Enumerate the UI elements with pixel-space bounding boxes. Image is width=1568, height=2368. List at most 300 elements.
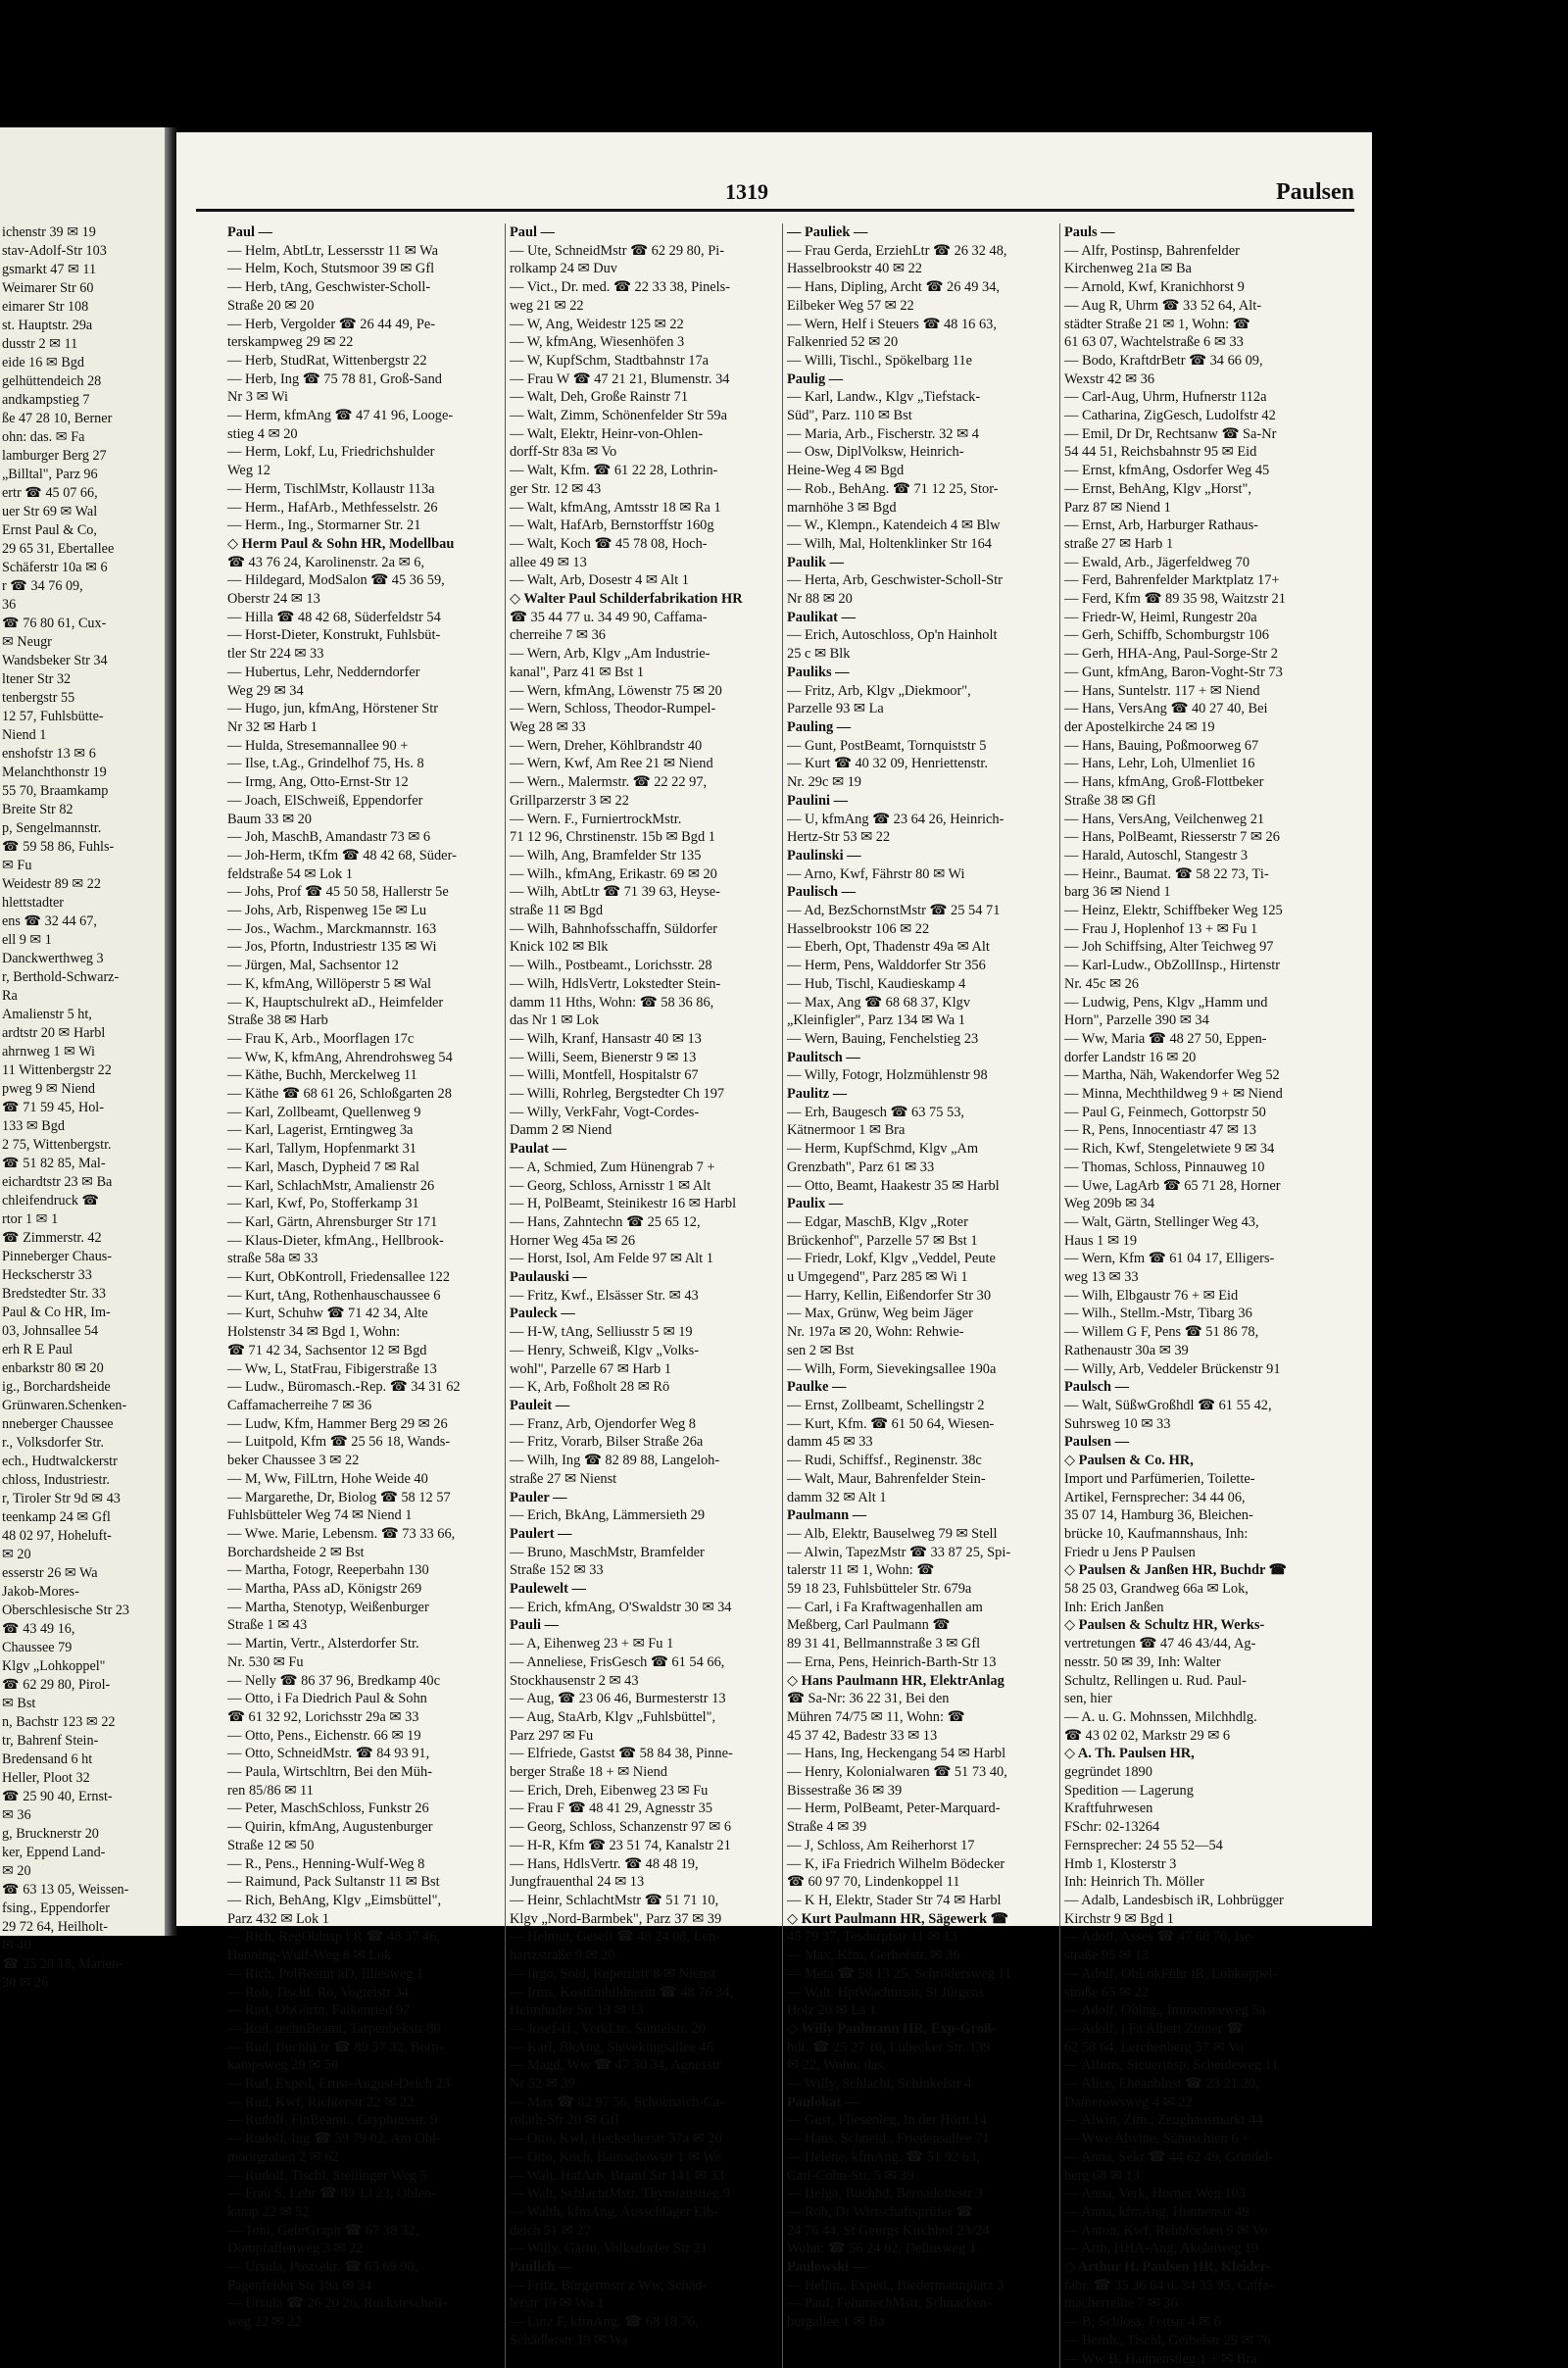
directory-entry-line: Wohn: ☎ 56 24 02, Deliusweg 1 (787, 2241, 977, 2257)
directory-entry-line: Brückenhof", Parzelle 57 ✉ Bst 1 (787, 1232, 978, 1249)
directory-entry-line: — Horst, Isol, Am Felde 97 ✉ Alt 1 (510, 1251, 713, 1267)
left-page-fragment-line: Oberschlesische Str 23 (2, 1603, 130, 1618)
directory-entry-line: — Wern., Malermstr. ☎ 22 22 97, (510, 774, 708, 791)
surname-heading: Pauleit — (510, 1398, 570, 1413)
directory-entry-line: allee 49 ✉ 13 (510, 554, 587, 570)
directory-entry-line: — Adolf, ObLokFühr iR, Lohkoppel- (1064, 1965, 1278, 1982)
directory-entry-line: gegründet 1890 (1064, 1764, 1152, 1781)
directory-entry-line: — Walt, Gärtn, Stellinger Weg 43, (1064, 1213, 1259, 1230)
directory-entry-line: — Emil, Dr Dr, Rechtsanw ☎ Sa-Nr (1064, 425, 1277, 442)
directory-entry-line: — Walt, SüßwGroßhdl ☎ 61 55 42, (1064, 1398, 1272, 1413)
directory-entry-line: ◇ A. Th. Paulsen HR, (1064, 1746, 1195, 1762)
directory-entry-line: — Gerh, HHA-Ang, Paul-Sorge-Str 2 (1064, 646, 1278, 663)
left-page-fragment-line: ✉ 20 (2, 1547, 31, 1562)
left-page-fragment-line: andkampstieg 7 (2, 392, 90, 408)
directory-entry-line: — Nelly ☎ 86 37 96, Bredkamp 40c (227, 1672, 440, 1689)
left-page-fragment-line: eimarer Str 108 (2, 299, 89, 315)
directory-entry-line: — Rich, BehAng, Klgv „Eimsbüttel", (227, 1892, 442, 1908)
directory-entry-line: — Ernst, Arb, Harburger Rathaus- (1064, 518, 1258, 534)
left-page-fragment-line: Klgv „Lohkoppel" (2, 1658, 106, 1674)
left-page-fragment-line: r, Berthold-Schwarz- (2, 969, 120, 985)
directory-entry-line: Straße 38 ✉ Gfl (1064, 792, 1156, 809)
directory-entry-line: — Maria, Arb., Fischerstr. 32 ✉ 4 (787, 425, 979, 442)
directory-entry-line: Baum 33 ✉ 20 (227, 811, 313, 827)
directory-entry-line: — Hans, Ing, Heckengang 54 ✉ Harbl (787, 1746, 1006, 1762)
left-page-fragment-line: ☎ 63 13 05, Weissen- (2, 1882, 129, 1898)
directory-entry-line: ☎ 60 97 70, Lindenkoppel 11 (787, 1874, 960, 1891)
directory-entry-line: Nr 52 ✉ 39 (510, 2076, 575, 2093)
directory-entry-line: Kirchenweg 21a ✉ Ba (1064, 261, 1192, 277)
directory-entry-line: — Wilh, Form, Sievekingsallee 190a (787, 1360, 997, 1377)
left-page-fragment-line: ✉ Fu (2, 858, 32, 873)
directory-entry-line: — Max, Kfm, Gerhofstr. ✉ 36 (787, 1948, 960, 1964)
directory-entry-line: talerstr 11 ✉ 1, Wohn: ☎ (787, 1562, 935, 1579)
directory-entry-line: — Hans, Schneid., Friedensallee 71 (787, 2131, 990, 2147)
directory-entry-line: ✉ 22, Wohn: das. (787, 2057, 887, 2074)
directory-entry-line: — Wern, Kwf, Am Ree 21 ✉ Niend (510, 756, 713, 772)
directory-entry-line: — Paul, FeinmechMstr, Schnacken- (787, 2295, 992, 2312)
directory-entry-line: — Wern, Bauing, Fenchelstieg 23 (787, 1030, 979, 1047)
surname-heading: Paulinski — (787, 847, 861, 863)
directory-entry-line: — Fritz, Arb, Klgv „Diekmoor", (787, 682, 971, 699)
directory-entry-line: — Erich, Autoschloss, Op'n Hainholt (787, 627, 998, 644)
directory-entry-line: feldstraße 54 ✉ Lok 1 (227, 865, 353, 882)
surname-heading: Paulikat — (787, 609, 856, 625)
directory-entry-line: Rathenaustr 30a ✉ 39 (1064, 1342, 1189, 1358)
directory-entry-line: lerstr 19 ✉ Wa 1 (510, 2295, 605, 2312)
directory-entry-line: — Walth, kfmAng, Ausschläger Elb- (510, 2203, 718, 2220)
directory-entry-line: nesstr. 50 ✉ 39, Inh: Walter (1064, 1653, 1221, 1670)
directory-entry-line: — Wern, Kfm ☎ 61 04 17, Elligers- (1064, 1251, 1275, 1267)
directory-entry-line: Eilbeker Weg 57 ✉ 22 (787, 297, 914, 314)
directory-entry-line: Holz 20 ✉ La 1 (787, 2002, 877, 2019)
directory-entry-line: — Alwin, TapezMstr ☎ 33 87 25, Spi- (787, 1544, 1011, 1560)
directory-entry-line: — Wern, kfmAng, Löwenstr 75 ✉ 20 (510, 682, 722, 699)
directory-entry-line: — Rud, technBeamt, Tarpenbekstr 80 (227, 2020, 441, 2037)
left-page-fragment-line: r., Volksdorfer Str. (2, 1435, 104, 1451)
left-page-fragment-line: r, Tiroler Str 9d ✉ 43 (2, 1491, 121, 1506)
directory-entry-line: — Karl, Lagerist, Erntingweg 3a (227, 1122, 414, 1139)
left-page-fragment-line: Chaussee 79 (2, 1640, 73, 1655)
directory-entry-line: — Ludwig, Pens, Klgv „Hamm und (1064, 994, 1268, 1011)
directory-entry-line: — Ernst, BehAng, Klgv „Horst", (1064, 480, 1251, 497)
directory-entry-line: — U, kfmAng ☎ 23 64 26, Heinrich- (787, 811, 1004, 827)
directory-entry-line: — Harald, Autoschl, Stangestr 3 (1064, 847, 1249, 863)
left-page-fragment-line: ☎ 43 49 16, (2, 1621, 75, 1637)
directory-entry-line: — Herm., Ing., Stormarner Str. 21 (227, 518, 421, 534)
directory-entry-line: ◇ Walter Paul Schilderfabrikation HR (510, 591, 743, 608)
left-page-fragment-line: Melanchthonstr 19 (2, 765, 107, 780)
directory-entry-line: — Rudolf, FinBeamt., Gryphiusstr. 9 (227, 2112, 438, 2129)
directory-entry-line: — Ernst, Zollbeamt, Schellingstr 2 (787, 1398, 985, 1413)
directory-entry-line: — Erich, kfmAng, O'Swaldstr 30 ✉ 34 (510, 1599, 732, 1615)
directory-entry-line: — Joach, ElSchweiß, Eppendorfer (227, 792, 423, 809)
directory-entry-line: — Ewald, Arb., Jägerfeldweg 70 (1064, 554, 1250, 570)
directory-entry-line: — Arno, Kwf, Fährstr 80 ✉ Wi (787, 865, 965, 882)
directory-entry-line: — Luitpold, Kfm ☎ 25 56 18, Wands- (227, 1434, 451, 1451)
directory-entry-line: — Rud, Kwf, Richterstr 22 ✉ 22 (227, 2094, 415, 2110)
directory-entry-line: Damerowsweg 4 ✉ 22 (1064, 2094, 1193, 2110)
directory-entry-line: — K, Hauptschulrekt aD., Heimfelder (227, 994, 444, 1011)
directory-entry-line: — W., Klempn., Katendeich 4 ✉ Blw (787, 518, 1001, 534)
directory-entry-line: Straße 20 ✉ 20 (227, 297, 315, 314)
directory-entry-line: — K, Arb, Foßholt 28 ✉ Rö (510, 1379, 670, 1396)
directory-entry-line: das Nr 1 ✉ Lok (510, 1012, 600, 1029)
surname-heading: Pauler — (510, 1489, 567, 1505)
directory-entry-line: — Willy, Gärtn, Volksdorfer Str 21 (510, 2241, 708, 2257)
directory-column-4 (1059, 223, 1331, 2368)
directory-entry-line: — Willy, VerkFahr, Vogt-Cordes- (510, 1104, 700, 1120)
directory-entry-line: Fernsprecher: 24 55 52—54 (1064, 1837, 1223, 1853)
surname-heading: Paulokat — (787, 2094, 859, 2110)
directory-entry-line: Meßberg, Carl Paulmann ☎ (787, 1617, 951, 1634)
directory-entry-line: Süd", Parz. 110 ✉ Bst (787, 408, 912, 424)
directory-entry-line: — Joh Schiffsing, Alter Teichweg 97 (1064, 939, 1274, 956)
directory-entry-line: — Hugo, jun, kfmAng, Hörstener Str (227, 701, 439, 717)
directory-entry-line: Straße 152 ✉ 33 (510, 1562, 604, 1579)
directory-entry-line: Inh: Heinrich Th. Möller (1064, 1874, 1204, 1891)
directory-entry-line: Schultz, Rellingen u. Rud. Paul- (1064, 1672, 1247, 1689)
directory-entry-line: — Heinz, Elektr, Schiffbeker Weg 125 (1064, 903, 1283, 919)
surname-heading: Pauling — (787, 718, 852, 735)
directory-entry-line: ◇ Paulsen & Janßen HR, Buchdr ☎ (1064, 1562, 1287, 1579)
directory-entry-line: — Harry, Kellin, Eißendorfer Str 30 (787, 1287, 992, 1304)
directory-entry-line: — Martha, Näh, Wakendorfer Weg 52 (1064, 1067, 1280, 1084)
directory-entry-line: — Wilh, Ang, Bramfelder Str 135 (510, 847, 702, 863)
left-page-fragment-line: ✉ 40 (2, 1938, 31, 1953)
directory-entry-line: — Rob., BehAng. ☎ 71 12 25, Stor- (787, 480, 999, 497)
directory-entry-line: — Rud, Exped, Ernst-August-Deich 23 (227, 2076, 451, 2093)
directory-entry-line: — Rob, Dr Wirtschaftsprüfer ☎ (787, 2203, 974, 2220)
directory-entry-line: weg 13 ✉ 33 (1064, 1269, 1139, 1286)
directory-entry-line: — Helene, kfmAng. ☎ 51 92 63, (787, 2148, 980, 2165)
directory-entry-line: — Minna, Mechthildweg 9 + ✉ Niend (1064, 1086, 1283, 1103)
directory-entry-line: hdl. ☎ 25 27 10, Lübecker Str. 139 (787, 2039, 991, 2055)
directory-entry-line: — Herm., HafArb., Methfesselstr. 26 (227, 499, 438, 516)
left-page-fragment-line: enbarkstr 80 ✉ 20 (2, 1360, 104, 1376)
directory-entry-line: — Aug, StaArb, Klgv „Fuhlsbüttel", (510, 1708, 716, 1725)
left-page-fragment-line: ✉ Neugr (2, 634, 52, 650)
surname-heading: Paulitz — (787, 1086, 848, 1103)
directory-entry-line: — Ferd, Kfm ☎ 89 35 98, Waitzstr 21 (1064, 591, 1286, 608)
directory-entry-line: — Heinr, SchlachtMstr ☎ 51 71 10, (510, 1892, 719, 1908)
left-page-fragment-line: 36 (2, 597, 17, 613)
directory-entry-line: — Anna, Verk, Horner Weg 103 (1064, 2186, 1246, 2202)
left-page-fragment-line: pweg 9 ✉ Niend (2, 1081, 96, 1097)
directory-entry-line: — Irms, Kostümbildnerin ☎ 48 76 34, (510, 1984, 734, 2000)
surname-heading: Paulitsch — (787, 1049, 860, 1065)
surname-heading: Paullch — (510, 2259, 573, 2276)
directory-entry-line: Weg 28 ✉ 33 (510, 718, 586, 735)
directory-entry-line: — Carl, i Fa Kraftwagenhallen am (787, 1599, 983, 1615)
directory-entry-line: — Georg, Schloss, Schanzenstr 97 ✉ 6 (510, 1819, 732, 1836)
directory-entry-line: Parzelle 93 ✉ La (787, 701, 884, 717)
directory-entry-line: — Joh-Herm, tKfm ☎ 48 42 68, Süder- (227, 847, 457, 863)
directory-entry-line: damm 11 Hths, Wohn: ☎ 58 36 86, (510, 994, 714, 1011)
directory-entry-line: — Aug, ☎ 23 06 46, Burmesterstr 13 (510, 1691, 726, 1707)
directory-entry-line: macherreihe 7 ✉ 36 (1064, 2295, 1178, 2312)
directory-entry-line: 62 58 64, Lerchenberg 57 ✉ Vo (1064, 2039, 1244, 2055)
directory-entry-line: straße 11 ✉ Bgd (510, 903, 604, 919)
directory-entry-line: ☎ Sa-Nr: 36 22 31, Bei den (787, 1691, 950, 1707)
directory-entry-line: — Rob, Tischl, Rö, Vogteistr 34 (227, 1984, 409, 2000)
directory-entry-line: — K, iFa Friedrich Wilhelm Bödecker (787, 1855, 1005, 1872)
left-page-fragment-line: Schäferstr 10a ✉ 6 (2, 560, 108, 575)
header-rule (196, 209, 1354, 212)
directory-entry-line: 45 79 37, Tesdorpfstr 11 ✉ 13 (787, 1929, 957, 1946)
directory-entry-line: — J, Schloss, Am Reiherhorst 17 (787, 1837, 975, 1853)
directory-entry-line: ☎ 43 02 02, Markstr 29 ✉ 6 (1064, 1727, 1231, 1744)
left-page-fragment-line: ✉ 36 (2, 1807, 31, 1823)
directory-entry-line: — Frau F ☎ 48 41 29, Agnesstr 35 (510, 1801, 713, 1817)
left-page-fragment-line: ße 47 28 10, Berner (2, 411, 113, 426)
directory-entry-line: — Frau S, Lehr ☎ 89 13 23, Ohlen- (227, 2186, 436, 2202)
directory-entry-line: — Gunt, PostBeamt, Tornquiststr 5 (787, 737, 987, 754)
directory-entry-line: Horner Weg 45a ✉ 26 (510, 1232, 636, 1249)
left-page-fragment-line: nneberger Chaussee (2, 1416, 114, 1432)
left-page-fragment-line: Bredensand 6 ht (2, 1751, 93, 1767)
left-page-fragment-line: chloss, Industriestr. (2, 1472, 110, 1488)
directory-entry-line: — Heinr., Baumat. ☎ 58 22 73, Ti- (1064, 865, 1269, 882)
directory-entry-line: — Paula, Wirtschltrn, Bei den Müh- (227, 1764, 432, 1781)
directory-entry-line: — Klaus-Dieter, kfmAng., Hellbrook- (227, 1232, 444, 1249)
directory-entry-line: Friedr u Jens P Paulsen (1064, 1544, 1196, 1560)
directory-entry-line: — Hubertus, Lehr, Nedderndorfer (227, 664, 420, 680)
left-page-fragment-line: Wandsbeker Str 34 (2, 653, 108, 668)
directory-entry-line: Weg 29 ✉ 34 (227, 682, 304, 699)
directory-entry-line: Wexstr 42 ✉ 36 (1064, 370, 1155, 387)
directory-entry-line: berger Straße 18 + ✉ Niend (510, 1764, 667, 1781)
directory-entry-line: — Rud, BuchhLtr ☎ 89 57 32, Born- (227, 2039, 444, 2055)
directory-entry-line: — Friedr-W, Heiml, Rungestr 20a (1064, 609, 1257, 625)
directory-entry-line: — Arth, HHA-Ang, Akeleiweg 19 (1064, 2241, 1259, 2257)
page-header (196, 179, 1354, 219)
directory-entry-line: Knick 102 ✉ Blk (510, 939, 609, 956)
directory-entry-line: — Karl, Masch, Dypheid 7 ✉ Ral (227, 1159, 419, 1175)
directory-entry-line: — Walt, Kfm. ☎ 61 22 28, Lothrin- (510, 463, 718, 479)
directory-entry-line: — Catharina, ZigGesch, Ludolfstr 42 (1064, 408, 1276, 424)
directory-entry-line: straße 65 ✉ 22 (1064, 1984, 1149, 2000)
directory-entry-line: — Georg, Schloss, Arnisstr 1 ✉ Alt (510, 1177, 711, 1194)
directory-entry-line: — Willem G F, Pens ☎ 51 86 78, (1064, 1324, 1259, 1341)
directory-entry-line: ◇ Hans Paulmann HR, ElektrAnlag (787, 1672, 1004, 1689)
directory-entry-line: — Anneliese, FrisGesch ☎ 61 54 66, (510, 1653, 725, 1670)
directory-entry-line: rolkamp 24 ✉ Duv (510, 261, 617, 277)
directory-entry-line: — Ursula ☎ 26 20 26, Rucksteschell- (227, 2295, 447, 2312)
surname-heading: Paulsen — (1064, 1434, 1129, 1451)
left-page-fragment-line: r ☎ 34 76 09, (2, 578, 83, 594)
directory-entry-line: — Rud, ObGärtn, Falkenried 97 (227, 2002, 411, 2019)
directory-entry-line: — Joh, MaschB, Amandastr 73 ✉ 6 (227, 829, 431, 846)
left-page-fragment-line: rtor 1 ✉ 1 (2, 1211, 59, 1227)
directory-entry-line: Bissestraße 36 ✉ 39 (787, 1782, 903, 1799)
directory-entry-line: Import und Parfümerien, Toilette- (1064, 1470, 1255, 1487)
directory-entry-line: — R, Pens, Innocentiastr 47 ✉ 13 (1064, 1122, 1256, 1139)
directory-entry-line: — Edgar, MaschB, Klgv „Roter (787, 1213, 968, 1230)
directory-entry-line: marnhöhe 3 ✉ Bgd (787, 499, 897, 516)
directory-entry-line: — Gerh, Schiffb, Schomburgstr 106 (1064, 627, 1269, 644)
directory-entry-line: terskampweg 29 ✉ 22 (227, 334, 354, 351)
directory-entry-line: — Ww, Maria ☎ 48 27 50, Eppen- (1064, 1030, 1267, 1047)
surname-heading: Paul — (227, 224, 272, 240)
directory-entry-line: Kirchstr 9 ✉ Bgd 1 (1064, 1910, 1174, 1927)
directory-entry-line: fabr. ☎ 35 36 64 u. 34 35 95, Caffa- (1064, 2277, 1274, 2294)
left-page-fragment-line: gsmarkt 47 ✉ 11 (2, 262, 97, 277)
directory-entry-line: — Ludw., Büromasch.-Rep. ☎ 34 31 62 (227, 1379, 461, 1396)
directory-entry-line: Holstenstr 34 ✉ Bgd 1, Wohn: (227, 1324, 401, 1341)
directory-column-3 (782, 223, 1054, 2368)
directory-entry-line: Nr 88 ✉ 20 (787, 591, 853, 608)
directory-entry-line: ☎ 35 44 77 u. 34 49 90, Caffama- (510, 609, 708, 625)
directory-entry-line: — Walt, HafArb, Bramf Str 141 ✉ 33 (510, 2167, 724, 2184)
directory-entry-line: ◇ Herm Paul & Sohn HR, Modellbau (227, 535, 455, 552)
directory-entry-line: — Karl, Tallym, Hopfenmarkt 31 (227, 1141, 416, 1158)
directory-entry-line: — Anna, kfmAng, Hunnenstr 49 (1064, 2203, 1250, 2220)
directory-entry-line: damm 45 ✉ 33 (787, 1434, 873, 1451)
directory-entry-line: städter Straße 21 ✉ 1, Wohn: ☎ (1064, 316, 1250, 332)
left-page-fragment-line: ☎ 62 29 80, Pirol- (2, 1677, 111, 1693)
directory-entry-line: 89 31 41, Bellmannstraße 3 ✉ Gfl (787, 1636, 981, 1653)
left-page-fragment-line: esserstr 26 ✉ Wa (2, 1565, 98, 1581)
left-page-fragment-line: Heller, Ploot 32 (2, 1770, 90, 1786)
directory-entry-line: Oberstr 24 ✉ 13 (227, 591, 320, 608)
directory-entry-line: — Karl, SchlachMstr, Amalienstr 26 (227, 1177, 435, 1194)
left-page-fragment-line: tenbergstr 55 (2, 690, 75, 706)
surname-heading: Pauli — (510, 1617, 559, 1634)
directory-entry-line: Pagenfelder Str 18a ✉ 34 (227, 2277, 372, 2294)
directory-entry-line: u Umgegend", Parz 285 ✉ Wi 1 (787, 1269, 968, 1286)
directory-entry-line: — Rudolf, Ing ☎ 59 79 02, Am Ohl- (227, 2131, 441, 2147)
directory-entry-line: — Helmut, Gesell ☎ 48 24 08, Len- (510, 1929, 720, 1946)
left-page-fragment-line: ahrnweg 1 ✉ Wi (2, 1044, 95, 1060)
directory-entry-line: straße 27 ✉ Nienst (510, 1470, 617, 1487)
directory-entry-line: — Eberh, Opt, Thadenstr 49a ✉ Alt (787, 939, 990, 956)
directory-entry-line: — Wilh., kfmAng, Erikastr. 69 ✉ 20 (510, 865, 717, 882)
directory-entry-line: straße 58a ✉ 33 (227, 1251, 318, 1267)
directory-entry-line: — Adolf, Oblng., Immenseeweg 5a (1064, 2002, 1266, 2019)
directory-entry-line: — Aug R, Uhrm ☎ 33 52 64, Alt- (1064, 297, 1262, 314)
left-page-fragment-line: ☎ 59 58 86, Fuhls- (2, 839, 115, 855)
directory-entry-line: — Hans, Dipling, Archt ☎ 26 49 34, (787, 279, 1000, 296)
directory-entry-line: — Max, Grünw, Weg beim Jäger (787, 1306, 973, 1322)
directory-entry-line: — Walt, Arb, Dosestr 4 ✉ Alt 1 (510, 572, 689, 589)
directory-entry-line: straße 95 ✉ 13 (1064, 1948, 1149, 1964)
directory-entry-line: — M, Ww, FilLtrn, Hohe Weide 40 (227, 1470, 428, 1487)
left-page-fragment-line: 48 02 97, Hoheluft- (2, 1528, 112, 1544)
directory-entry-line: burgallee 1 ✉ Ba (787, 2314, 885, 2331)
directory-entry-line: rolath-Str 20 ✉ Gfl (510, 2112, 619, 2129)
directory-entry-line: — Karl, Zollbeamt, Quellenweg 9 (227, 1104, 421, 1120)
left-page-fragment-line: ohn: das. ✉ Fa (2, 429, 85, 445)
directory-entry-line: Inh: Erich Janßen (1064, 1599, 1164, 1615)
directory-entry-line: — Willi, Rohrleg, Bergstedter Ch 197 (510, 1086, 725, 1103)
directory-entry-line: — Hans, Suntelstr. 117 + ✉ Niend (1064, 682, 1260, 699)
directory-entry-line: — Meta ☎ 58 13 25, Schrödersweg 11 (787, 1965, 1012, 1982)
directory-entry-line: — Franz, Arb, Ojendorfer Weg 8 (510, 1415, 696, 1432)
directory-entry-line: — Herm, Lokf, Lu, Friedrichshulder (227, 444, 435, 461)
directory-entry-line: — Herm, TischlMstr, Kollaustr 113a (227, 480, 435, 497)
directory-entry-line: Horn", Parzelle 390 ✉ 34 (1064, 1012, 1209, 1029)
left-page-fragment-line: 29 72 64, Heilholt- (2, 1919, 108, 1935)
directory-entry-line: „Kleinfigler", Parz 134 ✉ Wa 1 (787, 1012, 965, 1029)
directory-entry-line: 35 07 14, Hamburg 36, Bleichen- (1064, 1507, 1253, 1524)
directory-entry-line: — Alb, Elektr, Bauselweg 79 ✉ Stell (787, 1525, 998, 1542)
directory-entry-line: Falkenried 52 ✉ 20 (787, 334, 899, 351)
directory-entry-line: ◇ Kurt Paulmann HR, Sägewerk ☎ (787, 1910, 1008, 1927)
directory-entry-line: Nr. 45c ✉ 26 (1064, 975, 1140, 992)
directory-entry-line: — Uwe, LagArb ☎ 65 71 28, Horner (1064, 1177, 1281, 1194)
left-page-fragment-line: ertr ☎ 45 07 66, (2, 485, 98, 501)
directory-entry-line: moorgraben 2 ✉ 62 (227, 2148, 339, 2165)
directory-entry-line: — Erich, BkAng, Lämmersieth 29 (510, 1507, 706, 1524)
directory-entry-line: stieg 4 ✉ 20 (227, 425, 298, 442)
directory-entry-line: — Walt, Deh, Große Rainstr 71 (510, 389, 689, 406)
directory-entry-line: weg 22 ✉ 22 (227, 2314, 302, 2331)
directory-entry-line: kamp 22 ✉ 52 (227, 2203, 310, 2220)
directory-entry-line: — Frau W ☎ 47 21 21, Blumenstr. 34 (510, 370, 730, 387)
directory-entry-line: — Rich, PolBeamt aD, Illiesweg 1 (227, 1965, 424, 1982)
left-page-fragment-line: ✉ 20 (2, 1863, 31, 1879)
directory-entry-line: brücke 10, Kaufmannshaus, Inh: (1064, 1525, 1249, 1542)
directory-entry-line: Haus 1 ✉ 19 (1064, 1232, 1138, 1249)
directory-entry-line: ◇ Arthur H. Paulsen HR, Kleider- (1064, 2259, 1271, 2276)
directory-entry-line: — Gust, Fliesenleg, In der Hörn 14 (787, 2112, 987, 2129)
left-page-fragment-line: ✉ Bst (2, 1696, 36, 1711)
left-page-fragment-line: Paul & Co HR, Im- (2, 1305, 111, 1320)
directory-entry-line: barg 36 ✉ Niend 1 (1064, 884, 1171, 901)
page-number: 1319 (725, 179, 768, 204)
left-page-fragment-line: uer Str 69 ✉ Wal (2, 504, 98, 519)
directory-entry-line: — Ernst, kfmAng, Osdorfer Weg 45 (1064, 463, 1270, 479)
directory-entry-line: — Ww B, Hannenstieg 1 + ✉ Bra (1064, 2350, 1257, 2367)
directory-entry-line: ☎ 61 32 92, Lorichsstr 29a ✉ 33 (227, 1708, 419, 1725)
directory-entry-line: — Bernh., Tischl, Geibelstr 29 ✉ 76 (1064, 2332, 1271, 2348)
directory-entry-line: — Ute, SchneidMstr ☎ 62 29 80, Pi- (510, 242, 724, 259)
directory-entry-line: — Osw, DiplVolksw, Heinrich- (787, 444, 964, 461)
directory-entry-line: 61 63 07, Wachtelstraße 6 ✉ 33 (1064, 334, 1244, 351)
directory-entry-line: tler Str 224 ✉ 33 (227, 646, 324, 663)
directory-entry-line: ☎ 71 42 34, Sachsentor 12 ✉ Bgd (227, 1342, 427, 1358)
directory-entry-line: — A, Schmied, Zum Hünengrab 7 + (510, 1159, 715, 1175)
directory-entry-line: — Hellm., Exped., Biedermannplatz 3 (787, 2277, 1004, 2294)
left-page-fragment-line: ardtstr 20 ✉ Harbl (2, 1025, 106, 1041)
directory-entry-line: Straße 1 ✉ 43 (227, 1617, 308, 1634)
directory-entry-line: — Hans, PolBeamt, Riesserstr 7 ✉ 26 (1064, 829, 1280, 846)
directory-entry-line: — Frau J, Hoplenhof 13 + ✉ Fu 1 (1064, 920, 1258, 937)
surname-heading: Paulke — (787, 1379, 847, 1396)
left-page-fragment-line: fsing., Eppendorfer (2, 1900, 110, 1916)
directory-entry-line: — H-W, tAng, Selliusstr 5 ✉ 19 (510, 1324, 693, 1341)
directory-entry-line: — Wilh, HdlsVertr, Lokstedter Stein- (510, 975, 721, 992)
left-page-fragment-line: ell 9 ✉ 1 (2, 932, 52, 948)
directory-entry-line: — Willi, Montfell, Hospitalstr 67 (510, 1067, 699, 1084)
surname-heading: Pauliks — (787, 664, 850, 680)
directory-entry-line: ☎ 43 76 24, Karolinenstr. 2a ✉ 6, (227, 554, 425, 570)
directory-entry-line: Nr 32 ✉ Harb 1 (227, 718, 318, 735)
directory-entry-line: — Magd, Ww ☎ 47 30 34, Agnesstr (510, 2057, 721, 2074)
surname-heading: Paulauski — (510, 1269, 587, 1286)
surname-heading: Paulini — (787, 792, 848, 809)
left-page-fragment-line: erh R E Paul (2, 1342, 74, 1357)
directory-entry-line: — K, kfmAng, Willöperstr 5 ✉ Wal (227, 975, 432, 992)
surname-heading: Paulisch — (787, 884, 856, 901)
directory-entry-line: — Ingo, Sold, Rupertistr 8 ✉ Nienst (510, 1965, 716, 1982)
directory-entry-line: — Otto, i Fa Diedrich Paul & Sohn (227, 1691, 427, 1707)
directory-entry-line: — Otto, Kwf, Heckscherstr 37a ✉ 20 (510, 2131, 722, 2147)
directory-entry-line: — Peter, MaschSchloss, Funkstr 26 (227, 1801, 429, 1817)
directory-entry-line: Nr. 197a ✉ 20, Wohn: Rehwie- (787, 1324, 964, 1341)
directory-entry-line: — Frau Gerda, ErziehLtr ☎ 26 32 48, (787, 242, 1007, 259)
